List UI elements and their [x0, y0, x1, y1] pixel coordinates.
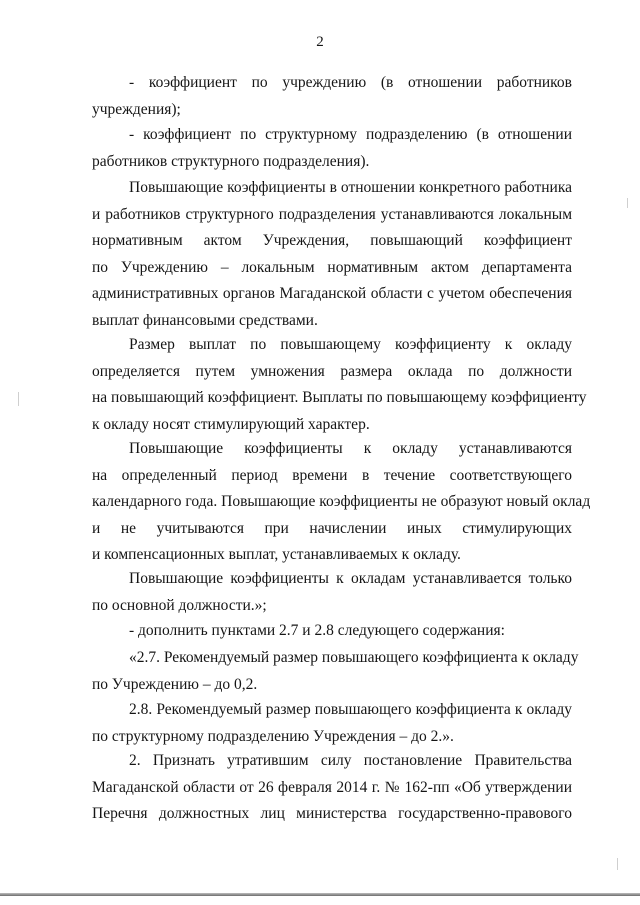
text-line: Магаданской области от 26 февраля 2014 г. № 162-пп «Об утверждении — [92, 778, 572, 796]
paragraph-repeal — [92, 748, 572, 828]
paragraph-coefficients-established — [92, 175, 572, 334]
scan-speck — [18, 392, 19, 406]
paragraph-coefficient-department — [92, 122, 572, 175]
text-line: административных органов Магаданской области с учетом обеспечения — [92, 285, 572, 302]
text-line: к окладу носят стимулирующий характер. — [92, 415, 370, 433]
text-line: по структурному подразделению Учреждения – до 2.». — [92, 727, 454, 745]
paragraph-clause-2-8 — [92, 697, 572, 750]
text-line: нормативным актом Учреждения, повышающий коэффициент — [92, 232, 572, 249]
scan-speck — [617, 858, 618, 870]
paragraph-period — [92, 436, 591, 569]
text-line: и работников структурного подразделения устанавливаются локальным — [92, 205, 572, 223]
text-line: - дополнить пунктами 2.7 и 2.8 следующего содержания: — [129, 622, 505, 639]
text-line: Перечня должностных лиц министерства государственно-правового — [92, 805, 572, 822]
text-line: - коэффициент по учреждению (в отношении работников — [129, 74, 572, 91]
paragraph-main-position — [92, 566, 572, 619]
paragraph-payment-size — [92, 332, 587, 438]
text-line: 2. Признать утратившим силу постановление Правительства — [129, 752, 572, 769]
paragraph-add-clauses — [92, 618, 572, 645]
text-line: на повышающий коэффициент. Выплаты по повышающему коэффициенту — [92, 389, 587, 406]
text-line: - коэффициент по структурному подразделению (в отношении — [129, 126, 572, 143]
text-line: на определенный период времени в течение соответствующего — [92, 466, 572, 484]
text-line: по Учреждению – до 0,2. — [92, 675, 258, 693]
text-line: Повышающие коэффициенты в отношении конкретного работника — [129, 179, 572, 196]
paragraph-coefficient-institution — [92, 70, 572, 123]
page-number: 2 — [316, 34, 324, 50]
text-line: по Учреждению – локальным нормативным актом департамента — [92, 258, 572, 276]
text-line: учреждения); — [92, 100, 181, 118]
text-line: и не учитываются при начислении иных стимулирующих — [92, 519, 572, 537]
paragraph-clause-2-7 — [92, 645, 579, 698]
text-line: по основной должности.»; — [92, 596, 267, 614]
text-line: Размер выплат по повышающему коэффициенту к окладу — [129, 336, 572, 353]
text-line: Повышающие коэффициенты к окладу устанавливаются — [129, 440, 572, 457]
scan-bottom-edge — [0, 893, 640, 896]
text-line: работников структурного подразделения). — [92, 152, 370, 170]
text-line: 2.8. Рекомендуемый размер повышающего коэффициента к окладу — [129, 701, 572, 718]
text-line: определяется путем умножения размера оклада по должности — [92, 362, 572, 380]
text-line: календарного года. Повышающие коэффициенты не образуют новый оклад — [92, 493, 591, 510]
text-line: выплат финансовыми средствами. — [92, 311, 318, 329]
text-line: и компенсационных выплат, устанавливаемых к окладу. — [92, 546, 461, 563]
text-line: Повышающие коэффициенты к окладам устанавливается только — [129, 570, 572, 587]
scan-speck — [627, 198, 628, 208]
text-line: «2.7. Рекомендуемый размер повышающего коэффициента к окладу — [129, 649, 579, 666]
